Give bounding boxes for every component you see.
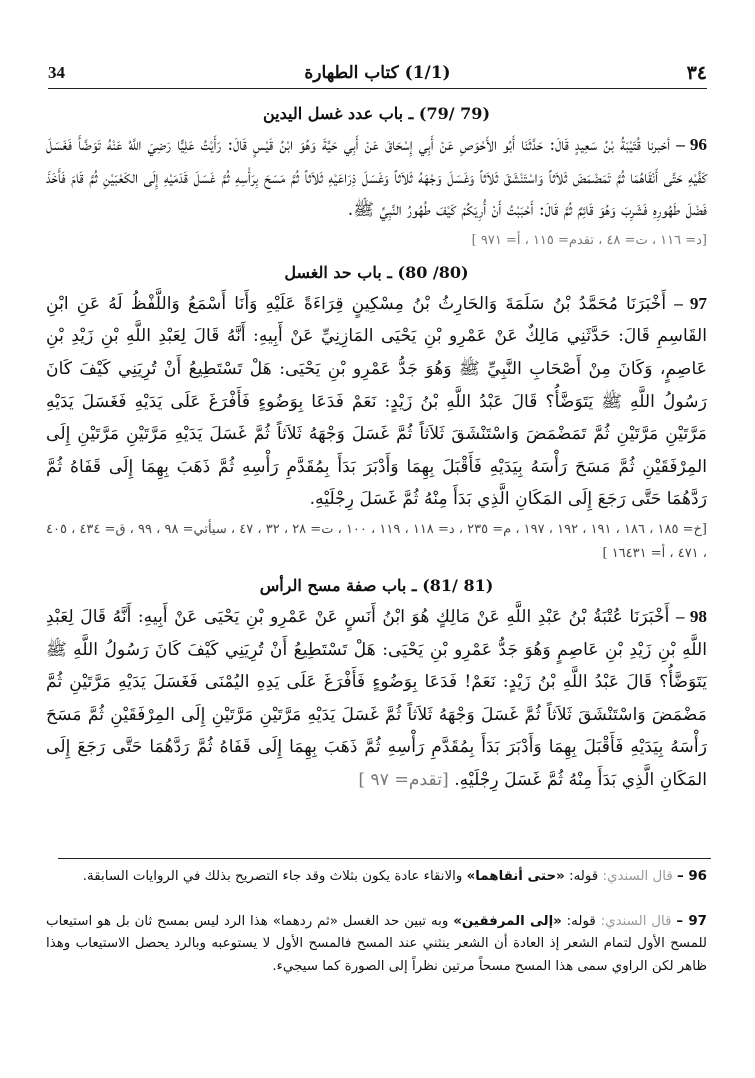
chapter-heading: (80/ 80) ـ باب حد الغسل [284, 262, 469, 282]
section-79 [46, 104, 707, 253]
section-80 [46, 263, 707, 566]
footnote-author: قال السندي: [602, 869, 673, 884]
footnote-lead: قوله: [569, 869, 599, 884]
footnote-number: 97 – [676, 913, 707, 929]
footnotes [46, 866, 707, 1000]
main-text [46, 104, 707, 797]
page-number-arabic: ٣٤ [686, 62, 707, 84]
running-header [48, 58, 707, 89]
page-number-western: 34 [48, 63, 65, 82]
hadith-number: 97 – [674, 293, 707, 313]
hadith-paragraph [46, 601, 707, 797]
footnote-quote: «إلى المرفقين» [453, 913, 562, 929]
hadith-number: 96 – [676, 135, 708, 154]
footnote-lead: قوله: [566, 913, 596, 929]
hadith-reference: [د= ١١٦ ، ت= ٤٨ ، تقدم= ١١٥ ، أ= ٩٧١ ] [471, 232, 707, 248]
chapter-heading: (81 /81) ـ باب صفة مسح الرأس [259, 575, 494, 595]
footnote-number: 96 – [677, 869, 707, 884]
hadith-text: أَخْبَرَنَا عُتْبَةُ بْنُ عَبْدِ اللَّهِ عَنْ مَالِكٍ هُوَ ابْنُ أَنَسٍ عَنْ عَمْرِو بْنِ يَحْيَى عَنْ أَبِيهِ: أَنَّهُ قَالَ لِعَبْدِ اللَّهِ بْنِ زَيْدِ بْنِ عَاصِمٍ وَهُوَ جَدُّ عَمْرِو بْنِ يَحْيَى: هَلْ تَسْتَطِيعُ أَنْ تُرِيَنِي كَيْفَ كَانَ رَسُولُ اللَّهِ ﷺ يَتَوَضَّأُ؟ قَالَ عَبْدُ اللَّهِ بْنُ زَيْدٍ: نَعَمْ! فَدَعَا بِوَضُوءٍ فَأَفْرَغَ عَلَى يَدِهِ اليُمْنَى فَغَسَلَ يَدَيْهِ مَرَّتَيْنِ ثُمَّ مَضْمَضَ وَاسْتَنْشَقَ ثَلاَثاً ثُمَّ غَسَلَ وَجْهَهُ ثَلاَثاً ثُمَّ غَسَلَ يَدَيْهِ مَرَّتَيْنِ مَرَّتَيْنِ إِلَى المِرْفَقَيْنِ ثُمَّ مَسَحَ رَأْسَهُ بِيَدَيْهِ فَأَقْبَلَ بِهِمَا وَأَدْبَرَ بَدَأَ بِمُقَدَّمِ رَأْسِهِ ثُمَّ ذَهَبَ بِهِمَا إِلَى قَفَاهُ ثُمَّ رَدَّهُمَا حَتَّى رَجَعَ إِلَى المَكَانِ الَّذِي بَدَأَ مِنْهُ ثُمَّ غَسَلَ رِجْلَيْهِ. [46, 606, 707, 790]
section-title: (1/1) كتاب الطهارة [304, 63, 451, 83]
section-81 [46, 576, 707, 797]
hadith-text: أخبرنا قُتَيْبَةُ بْنُ سَعِيدٍ قَالَ: حَدَّثَنَا أَبُو الأَحْوَصِ عَنْ أَبِي إِسْحَاقَ عَنْ أَبِي حَيَّةَ وَهُوَ ابْنُ قَيْسٍ قَالَ: رَأَيْتُ عَلِيًّا رَضِيَ اللَّهُ عَنْهُ تَوَضَّأَ فَغَسَلَ كَفَّيْهِ حَتَّى أَنْقَاهُمَا ثُمَّ تَمَضْمَضَ ثَلاَثاً وَاسْتَنْشَقَ ثَلاَثاً وَغَسَلَ وَجْهَهُ ثَلاَثاً وَغَسَلَ ذِرَاعَيْهِ ثَلاَثاً ثُمَّ مَسَحَ بِرَأْسِهِ ثُمَّ غَسَلَ قَدَمَيْهِ إِلَى الكَعْبَيْنِ ثُمَّ قَامَ فَأَخَذَ فَضْلَ طَهُورِهِ فَشَرِبَ وَهُوَ قَائِمٌ ثُمَّ قَالَ: أَحْبَبْتُ أَنْ أُرِيَكُمْ كَيْفَ طُهُورُ النَّبِيِّ ﷺ. [46, 135, 707, 221]
hadith-reference: [تقدم= ٩٧ ] [358, 769, 449, 790]
footnote-author: قال السندي: [600, 913, 672, 929]
footnote-text: وبه تبين حد الغسل «ثم ردهما» هذا الرد ليس بمسح ثان بل هو استيعاب للمسح الأول لتمام الشعر إذ العادة أن الشعر ينثني عند المسح فالمسح الأول لا يستوعبه وبالرد يحصل الاستيعاب وهذا ظاهر لكن الراوي سمى هذا المسح مسحاً مرتين نظراً إلى الصورة كما سيجيء. [46, 913, 707, 974]
footnote [46, 911, 707, 979]
hadith-paragraph [46, 288, 707, 516]
footnote-quote: «حتى أنقاهما» [466, 869, 565, 884]
hadith-number: 98 – [675, 606, 707, 626]
hadith-reference: [خ= ١٨٥ ، ١٨٦ ، ١٩١ ، ١٩٢ ، ١٩٧ ، م= ٢٣٥ ، د= ١١٨ ، ١١٩ ، ١٠٠ ، ت= ٢٨ ، ٣٢ ، ٤٧ ، سيأتي= ٩٨ ، ٩٩ ، ق= ٤٣٤ ، ٤٠٥ ، ٤٧١ ، أ= ١٦٤٣١ ] [46, 521, 707, 561]
hadith-text: أَخْبَرَنَا مُحَمَّدُ بْنُ سَلَمَةَ وَالحَارِثُ بْنُ مِسْكِينٍ قِرَاءَةً عَلَيْهِ وَأَنَا أَسْمَعُ وَاللَّفْظُ لَهُ عَنِ ابْنِ القَاسِمِ قَالَ: حَدَّثَنِي مَالِكٌ عَنْ عَمْرِو بْنِ يَحْيَى المَازِنِيِّ عَنْ أَبِيهِ: أَنَّهُ قَالَ لِعَبْدِ اللَّهِ بْنِ زَيْدِ بْنِ عَاصِمٍ، وَكَانَ مِنْ أَصْحَابِ النَّبِيِّ ﷺ وَهُوَ جَدُّ عَمْرِو بْنِ يَحْيَى: هَلْ تَسْتَطِيعُ أَنْ تُرِيَنِي كَيْفَ كَانَ رَسُولُ اللَّهِ ﷺ يَتَوَضَّأُ؟ قَالَ عَبْدُ اللَّهِ بْنُ زَيْدٍ: نَعَمْ فَدَعَا بِوَضُوءٍ فَأَفْرَغَ عَلَى يَدَيْهِ فَغَسَلَ يَدَيْهِ مَرَّتَيْنِ مَرَّتَيْنِ ثُمَّ تَمَضْمَضَ وَاسْتَنْشَقَ ثَلاَثاً ثُمَّ غَسَلَ وَجْهَهُ ثَلاَثاً ثُمَّ غَسَلَ يَدَيْهِ مَرَّتَيْنِ مَرَّتَيْنِ إِلَى المِرْفَقَيْنِ ثُمَّ مَسَحَ رَأْسَهُ بِيَدَيْهِ فَأَقْبَلَ بِهِمَا وَأَدْبَرَ بَدَأَ بِمُقَدَّمِ رَأْسِهِ ثُمَّ ذَهَبَ بِهِمَا إِلَى قَفَاهُ ثُمَّ رَدَّهُمَا حَتَّى رَجَعَ إِلَى المَكَانِ الَّذِي بَدَأَ مِنْهُ ثُمَّ غَسَلَ رِجْلَيْهِ. [46, 293, 707, 510]
footnote-divider [58, 858, 711, 859]
footnote-text: والانقاء عادة يكون بثلاث وقد جاء التصريح بذلك في الروايات السابقة. [82, 869, 463, 884]
chapter-heading: (79 /79) ـ باب عدد غسل اليدين [262, 104, 491, 123]
footnote [46, 866, 707, 889]
hadith-paragraph [46, 129, 707, 227]
